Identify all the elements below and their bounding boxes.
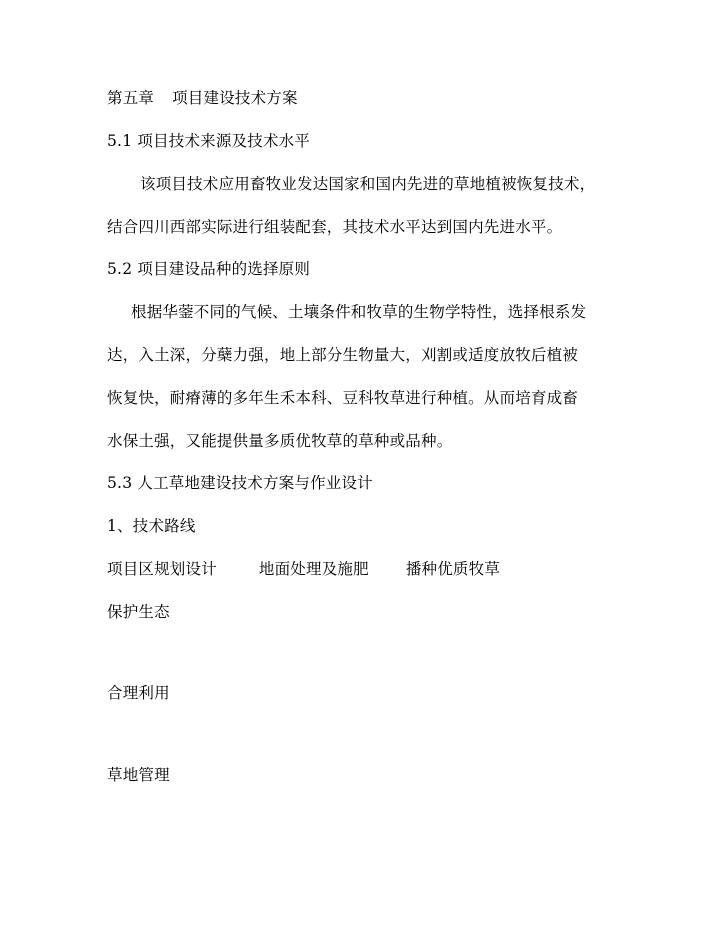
section-5-2-heading: 5.2 项目建设品种的选择原则 [107,260,311,278]
section-5-2-paragraph-line: 根据华蓥不同的气候、土壤条件和牧草的生物学特性，选择根系发 [131,303,587,321]
flow-step-rational-use: 合理利用 [107,684,170,702]
section-5-1-paragraph-line: 结合四川西部实际进行组装配套，其技术水平达到国内先进水平。 [107,218,563,236]
flow-step-sowing: 播种优质牧草 [405,560,501,578]
flow-step-planning: 项目区规划设计 [107,560,217,578]
section-5-1-heading: 5.1 项目技术来源及技术水平 [107,132,311,150]
chapter-heading [107,88,298,108]
flow-step-protect-ecology: 保护生态 [107,603,170,621]
section-5-2-paragraph-line: 水保土强，又能提供量多质优牧草的草种或品种。 [107,432,453,450]
section-5-2-paragraph-line: 恢复快，耐瘠薄的多年生禾本科、豆科牧草进行种植。从而培育成畜 [107,389,579,407]
flow-step-grassland-management: 草地管理 [107,766,170,784]
section-5-3-heading: 5.3 人工草地建设技术方案与作业设计 [107,474,373,492]
section-5-2-paragraph-line: 达，入土深，分蘖力强，地上部分生物量大，刈割或适度放牧后植被 [107,346,579,364]
chapter-title: 项目建设技术方案 [172,89,298,107]
section-5-1-paragraph-line: 该项目技术应用畜牧业发达国家和国内先进的草地植被恢复技术， [140,175,596,193]
flow-row [107,559,500,579]
technical-route-subheading: 1、技术路线 [107,517,196,535]
flow-step-ground-prep: 地面处理及施肥 [258,560,369,578]
chapter-number: 第五章 [107,89,155,107]
